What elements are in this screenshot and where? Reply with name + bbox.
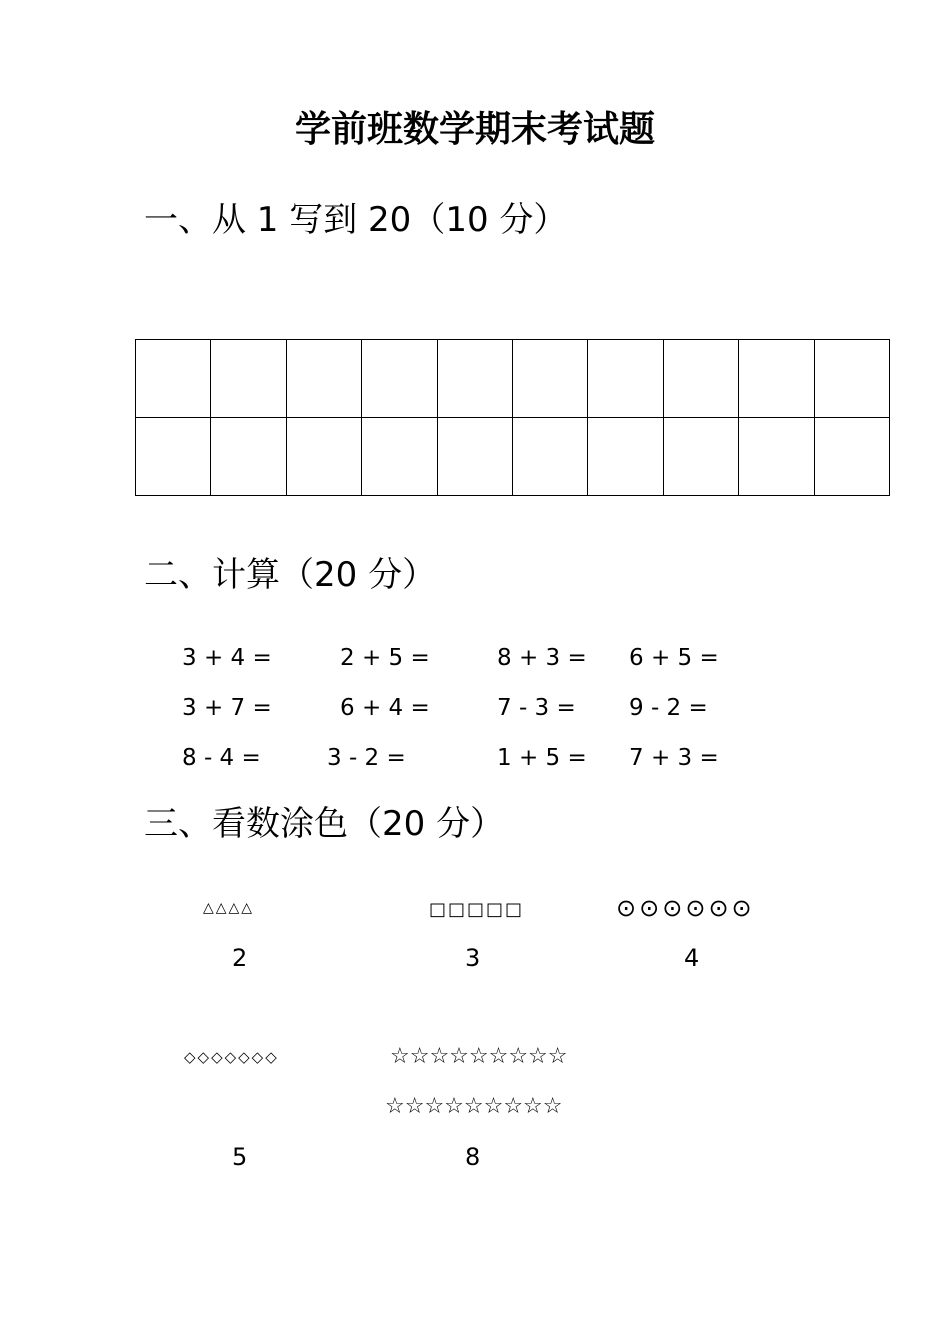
- grid-cell[interactable]: [814, 418, 889, 496]
- page-title: 学前班数学期末考试题: [294, 109, 655, 150]
- section-heading-write-numbers: 一、从 1 写到 20（10 分）: [144, 200, 568, 240]
- grid-cell[interactable]: [663, 418, 738, 496]
- calc-problem: 7 - 3 =: [497, 695, 576, 721]
- grid-cell[interactable]: [512, 418, 587, 496]
- section-heading-calculation: 二、计算（20 分）: [144, 555, 437, 595]
- grid-row: [136, 418, 890, 496]
- calc-problem: 3 + 7 =: [182, 695, 272, 721]
- star-shapes-row-1[interactable]: ☆☆☆☆☆☆☆☆☆: [390, 1044, 568, 1069]
- grid-cell[interactable]: [136, 418, 211, 496]
- grid-cell[interactable]: [362, 418, 437, 496]
- grid-cell[interactable]: [814, 340, 889, 418]
- grid-cell[interactable]: [286, 340, 361, 418]
- calc-problem: 6 + 4 =: [340, 695, 430, 721]
- calc-problem: 6 + 5 =: [629, 645, 719, 671]
- calc-problem: 8 - 4 =: [182, 745, 261, 771]
- calc-problem: 3 - 2 =: [327, 745, 406, 771]
- calc-problem: 1 + 5 =: [497, 745, 587, 771]
- grid-cell[interactable]: [211, 340, 286, 418]
- color-count-number: 2: [232, 944, 248, 972]
- grid-cell[interactable]: [588, 418, 663, 496]
- diamond-shapes[interactable]: ◇◇◇◇◇◇◇: [184, 1048, 279, 1066]
- calc-problem: 9 - 2 =: [629, 695, 708, 721]
- grid-cell[interactable]: [663, 340, 738, 418]
- color-count-number: 5: [232, 1143, 248, 1171]
- number-writing-grid: [135, 339, 890, 496]
- circle-dot-shapes[interactable]: ⊙⊙⊙⊙⊙⊙: [616, 894, 755, 922]
- grid-cell[interactable]: [286, 418, 361, 496]
- color-count-number: 4: [684, 944, 700, 972]
- grid-cell[interactable]: [588, 340, 663, 418]
- square-shapes[interactable]: □□□□□: [429, 899, 525, 920]
- star-shapes-row-2[interactable]: ☆☆☆☆☆☆☆☆☆: [385, 1094, 563, 1119]
- grid-cell[interactable]: [512, 340, 587, 418]
- grid-cell[interactable]: [437, 418, 512, 496]
- grid-cell[interactable]: [437, 340, 512, 418]
- calc-problem: 2 + 5 =: [340, 645, 430, 671]
- grid-cell[interactable]: [739, 418, 814, 496]
- section-heading-color-by-number: 三、看数涂色（20 分）: [144, 804, 505, 844]
- color-count-number: 3: [465, 944, 481, 972]
- grid-cell[interactable]: [362, 340, 437, 418]
- calc-problem: 3 + 4 =: [182, 645, 272, 671]
- color-count-number: 8: [465, 1143, 481, 1171]
- grid-cell[interactable]: [211, 418, 286, 496]
- grid-cell[interactable]: [739, 340, 814, 418]
- triangle-shapes[interactable]: △△△△: [203, 900, 255, 916]
- calc-problem: 7 + 3 =: [629, 745, 719, 771]
- grid-cell[interactable]: [136, 340, 211, 418]
- calc-problem: 8 + 3 =: [497, 645, 587, 671]
- grid-row: [136, 340, 890, 418]
